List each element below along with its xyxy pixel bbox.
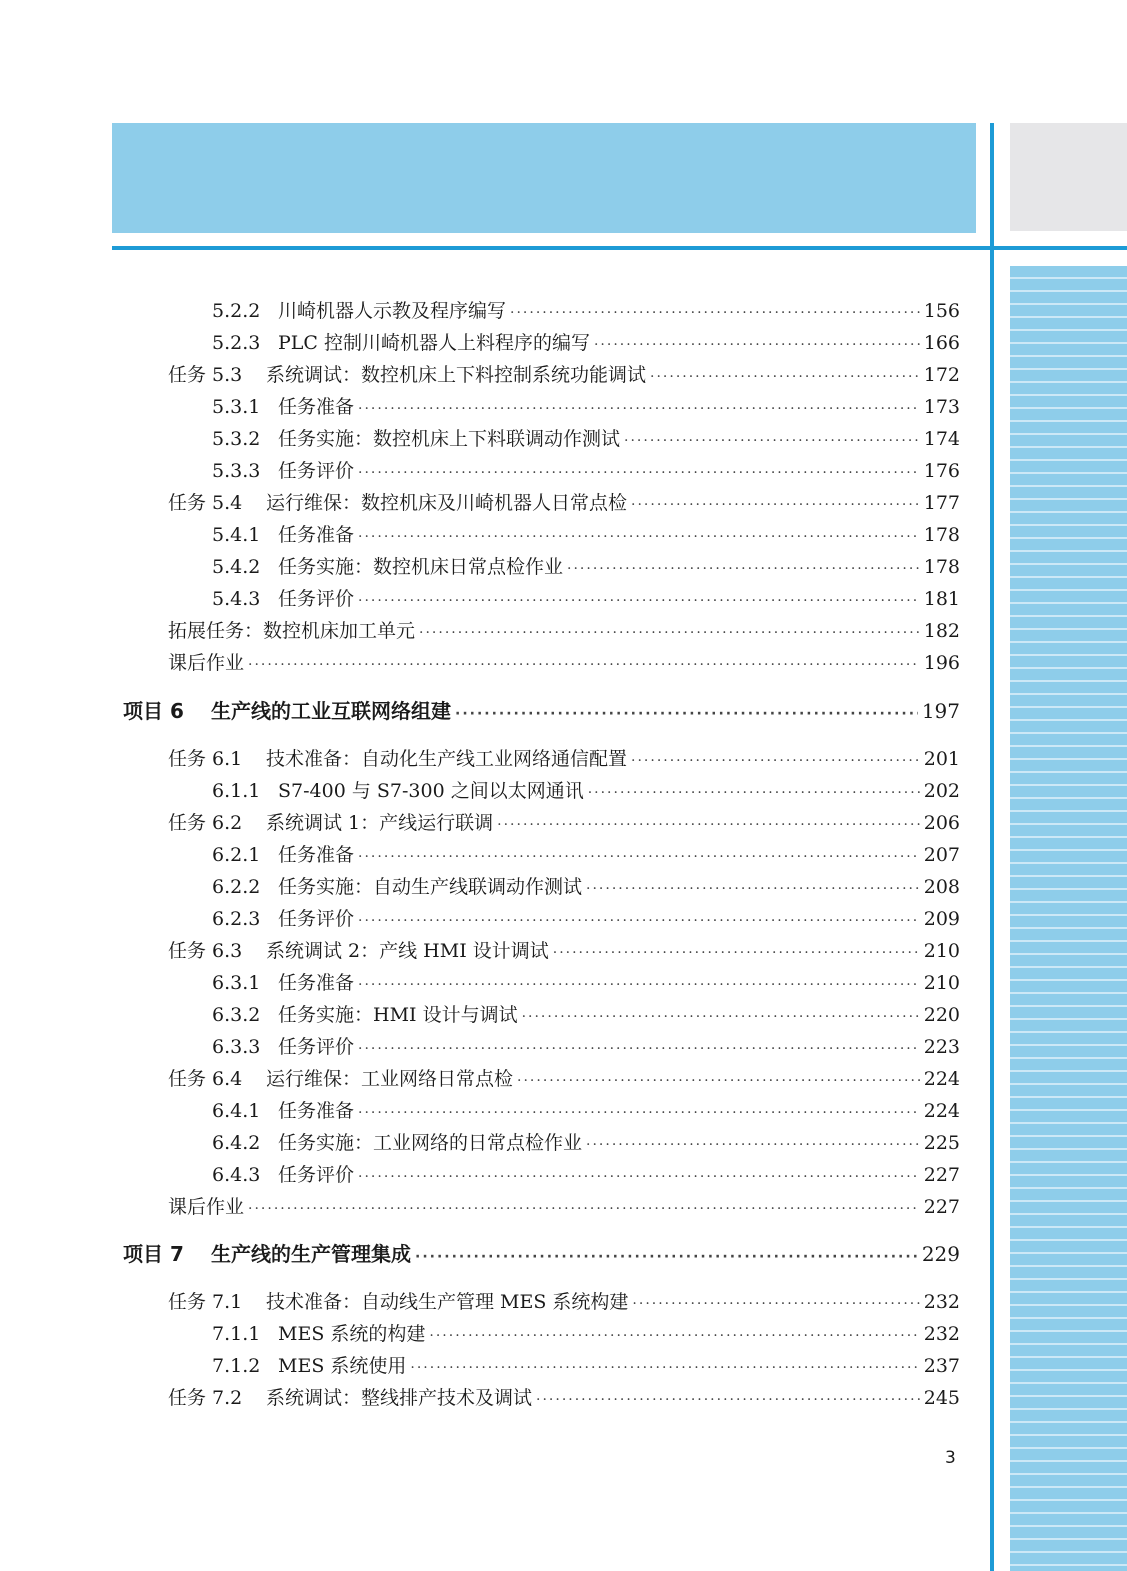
toc-entry-page: 197 — [921, 699, 960, 723]
toc-entry-number: 6.4.3 — [212, 1164, 261, 1186]
toc-entry[interactable] — [168, 1066, 960, 1094]
toc-entry-title: 课后作业 — [168, 1196, 245, 1218]
toc-entry-number: 项目 6 — [123, 699, 184, 723]
leader-dots — [650, 364, 920, 390]
leader-dots — [510, 300, 920, 326]
toc-entry-title: 任务实施：数控机床上下料联调动作测试 — [278, 428, 621, 450]
toc-entry-page: 208 — [923, 876, 960, 898]
toc-entry-number: 项目 7 — [123, 1242, 184, 1266]
toc-entry[interactable] — [212, 1321, 960, 1349]
toc-entry-number: 任务 6.1 — [168, 748, 243, 770]
toc-entry-number: 6.4.2 — [212, 1132, 261, 1154]
leader-dots — [586, 1132, 920, 1158]
toc-entry[interactable] — [168, 810, 960, 838]
toc-entry-number: 6.2.1 — [212, 844, 261, 866]
toc-entry-title: 任务准备 — [278, 1100, 355, 1122]
toc-entry-number: 6.3.3 — [212, 1036, 261, 1058]
toc-entry-page: 178 — [923, 524, 960, 546]
toc-entry-number: 5.2.3 — [212, 332, 261, 354]
toc-entry-number: 6.4.1 — [212, 1100, 261, 1122]
toc-entry-number: 任务 7.2 — [168, 1387, 243, 1409]
toc-entry-number: 5.2.2 — [212, 300, 261, 322]
leader-dots — [358, 1036, 920, 1062]
toc-entry-page: 206 — [923, 812, 960, 834]
toc-entry-page: 210 — [923, 972, 960, 994]
toc-entry[interactable] — [212, 1353, 960, 1381]
leader-dots — [358, 972, 920, 998]
toc-entry-number: 5.4.3 — [212, 588, 261, 610]
toc-entry-number: 任务 6.3 — [168, 940, 243, 962]
toc-entry-number: 任务 5.4 — [168, 492, 243, 514]
toc-entry-title: 系统调试：整线排产技术及调试 — [266, 1387, 533, 1409]
toc-entry-title: S7-400 与 S7-300 之间以太网通讯 — [278, 780, 584, 802]
toc-entry[interactable] — [212, 1034, 960, 1062]
leader-dots — [358, 588, 920, 614]
toc-entry[interactable] — [168, 938, 960, 966]
toc-entry-page: 245 — [923, 1387, 960, 1409]
toc-entry-page: 224 — [923, 1100, 960, 1122]
toc-entry-page: 177 — [923, 492, 960, 514]
header-band — [112, 123, 976, 233]
toc-entry-number: 5.4.1 — [212, 524, 261, 546]
toc-entry[interactable] — [212, 970, 960, 998]
toc-entry-title: 任务评价 — [278, 1036, 355, 1058]
toc-entry-page: 207 — [923, 844, 960, 866]
toc-entry-title: 生产线的生产管理集成 — [211, 1242, 411, 1266]
toc-entry-title: 任务评价 — [278, 908, 355, 930]
leader-dots — [553, 940, 920, 966]
side-stripe — [1010, 266, 1127, 1571]
toc-entry-title: PLC 控制川崎机器人上料程序的编写 — [278, 332, 590, 354]
toc-entry-title: 系统调试 2：产线 HMI 设计调试 — [266, 940, 549, 962]
toc-entry[interactable] — [212, 586, 960, 614]
toc-entry[interactable] — [212, 522, 960, 550]
toc-entry-title: 系统调试 1：产线运行联调 — [266, 812, 494, 834]
leader-dots — [522, 1004, 920, 1030]
toc-entry[interactable] — [168, 650, 960, 678]
toc-entry-page: 224 — [923, 1068, 960, 1090]
toc-entry-number: 5.4.2 — [212, 556, 261, 578]
toc-entry-page: 210 — [923, 940, 960, 962]
toc-entry-number: 7.1.2 — [212, 1355, 261, 1377]
leader-dots — [594, 332, 920, 358]
toc-entry-page: 172 — [923, 364, 960, 386]
toc-entry[interactable] — [212, 1002, 960, 1030]
toc-entry-number: 任务 6.4 — [168, 1068, 243, 1090]
toc-entry-page: 176 — [923, 460, 960, 482]
leader-dots — [586, 876, 920, 902]
leader-dots — [358, 524, 920, 550]
header-rule — [112, 246, 1127, 250]
toc-entry[interactable] — [212, 554, 960, 582]
toc-entry-page: 202 — [923, 780, 960, 802]
toc-entry-page: 182 — [923, 620, 960, 642]
toc-entry-page: 237 — [923, 1355, 960, 1377]
toc-entry-page: 225 — [923, 1132, 960, 1154]
leader-dots — [632, 1291, 919, 1317]
toc-entry[interactable] — [212, 298, 960, 326]
leader-dots — [358, 1100, 920, 1126]
toc-entry-title: 生产线的工业互联网络组建 — [211, 699, 451, 723]
leader-dots — [624, 428, 920, 454]
toc-entry-title: 任务实施：自动生产线联调动作测试 — [278, 876, 583, 898]
toc-entry-page: 209 — [923, 908, 960, 930]
leader-dots — [631, 748, 920, 774]
leader-dots — [455, 701, 918, 727]
toc-entry[interactable] — [168, 618, 960, 646]
toc-entry-page: 156 — [923, 300, 960, 322]
toc-entry-title: 任务实施：数控机床日常点检作业 — [278, 556, 564, 578]
toc-entry-number: 6.3.1 — [212, 972, 261, 994]
toc-entry[interactable] — [212, 426, 960, 454]
toc-entry[interactable] — [212, 1130, 960, 1158]
leader-dots — [358, 908, 920, 934]
toc-entry-number: 6.2.3 — [212, 908, 261, 930]
toc-entry-page: 220 — [923, 1004, 960, 1026]
toc-entry-number: 6.2.2 — [212, 876, 261, 898]
toc-entry-title: 任务准备 — [278, 844, 355, 866]
leader-dots — [429, 1323, 919, 1349]
toc-entry-number: 6.1.1 — [212, 780, 261, 802]
leader-dots — [567, 556, 920, 582]
toc-entry[interactable] — [212, 906, 960, 934]
toc-entry-number: 6.3.2 — [212, 1004, 261, 1026]
toc-entry[interactable] — [212, 874, 960, 902]
toc-project-heading[interactable] — [123, 698, 960, 727]
leader-dots — [358, 460, 920, 486]
toc-entry[interactable] — [212, 842, 960, 870]
toc-entry-title: 技术准备：自动线生产管理 MES 系统构建 — [266, 1291, 629, 1313]
toc-entry-title: 任务准备 — [278, 972, 355, 994]
page-number: 3 — [945, 1448, 956, 1468]
toc-entry-title: 任务准备 — [278, 396, 355, 418]
toc-entry-title: 川崎机器人示教及程序编写 — [278, 300, 507, 322]
toc-entry-page: 227 — [923, 1196, 960, 1218]
toc-entry-page: 201 — [923, 748, 960, 770]
toc-entry-title: 任务评价 — [278, 1164, 355, 1186]
toc-entry[interactable] — [212, 394, 960, 422]
toc-entry-page: 232 — [923, 1291, 960, 1313]
toc-entry[interactable] — [212, 330, 960, 358]
toc-entry-number: 任务 5.3 — [168, 364, 243, 386]
toc-entry-number: 5.3.3 — [212, 460, 261, 482]
toc-entry[interactable] — [212, 1162, 960, 1190]
toc-entry-title: 拓展任务：数控机床加工单元 — [168, 620, 416, 642]
leader-dots — [358, 1164, 920, 1190]
toc-entry-title: 系统调试：数控机床上下料控制系统功能调试 — [266, 364, 647, 386]
leader-dots — [536, 1387, 920, 1413]
leader-dots — [248, 652, 920, 678]
leader-dots — [410, 1355, 919, 1381]
toc-entry-page: 229 — [921, 1242, 960, 1266]
toc-entry-title: 任务准备 — [278, 524, 355, 546]
toc-entry-number: 任务 6.2 — [168, 812, 243, 834]
toc-entry-page: 181 — [923, 588, 960, 610]
toc-entry[interactable] — [168, 746, 960, 774]
toc-entry-page: 178 — [923, 556, 960, 578]
toc-entry-number: 7.1.1 — [212, 1323, 261, 1345]
leader-dots — [631, 492, 920, 518]
toc-entry[interactable] — [168, 1194, 960, 1222]
leader-dots — [358, 844, 920, 870]
toc-entry-number: 5.3.1 — [212, 396, 261, 418]
toc-entry[interactable] — [212, 458, 960, 486]
toc-entry-page: 227 — [923, 1164, 960, 1186]
toc-entry-page: 223 — [923, 1036, 960, 1058]
toc-entry-title: 任务实施：工业网络的日常点检作业 — [278, 1132, 583, 1154]
vertical-rule — [990, 123, 994, 1571]
toc-entry[interactable] — [168, 1385, 960, 1413]
toc-entry-title: 任务评价 — [278, 588, 355, 610]
toc-entry[interactable] — [212, 778, 960, 806]
toc-entry-title: 技术准备：自动化生产线工业网络通信配置 — [266, 748, 628, 770]
toc-entry-title: 运行维保：工业网络日常点检 — [266, 1068, 514, 1090]
toc-entry-page: 166 — [923, 332, 960, 354]
toc-entry-number: 任务 7.1 — [168, 1291, 243, 1313]
leader-dots — [358, 396, 920, 422]
corner-tab — [1010, 123, 1127, 231]
toc-entry[interactable] — [168, 490, 960, 518]
toc-entry-page: 196 — [923, 652, 960, 674]
leader-dots — [415, 1244, 918, 1270]
toc-entry[interactable] — [168, 1289, 960, 1317]
toc-entry[interactable] — [168, 362, 960, 390]
leader-dots — [419, 620, 920, 646]
toc-entry[interactable] — [212, 1098, 960, 1126]
toc-entry-title: MES 系统的构建 — [278, 1323, 426, 1345]
leader-dots — [588, 780, 920, 806]
toc-entry-page: 174 — [923, 428, 960, 450]
toc-entry-page: 173 — [923, 396, 960, 418]
leader-dots — [497, 812, 920, 838]
leader-dots — [517, 1068, 920, 1094]
toc-entry-title: MES 系统使用 — [278, 1355, 407, 1377]
toc-project-heading[interactable] — [123, 1241, 960, 1270]
toc-entry-title: 任务实施：HMI 设计与调试 — [278, 1004, 518, 1026]
toc-entry-title: 运行维保：数控机床及川崎机器人日常点检 — [266, 492, 628, 514]
leader-dots — [248, 1196, 920, 1222]
toc-entry-title: 任务评价 — [278, 460, 355, 482]
toc-entry-page: 232 — [923, 1323, 960, 1345]
toc-entry-number: 5.3.2 — [212, 428, 261, 450]
toc-entry-title: 课后作业 — [168, 652, 245, 674]
